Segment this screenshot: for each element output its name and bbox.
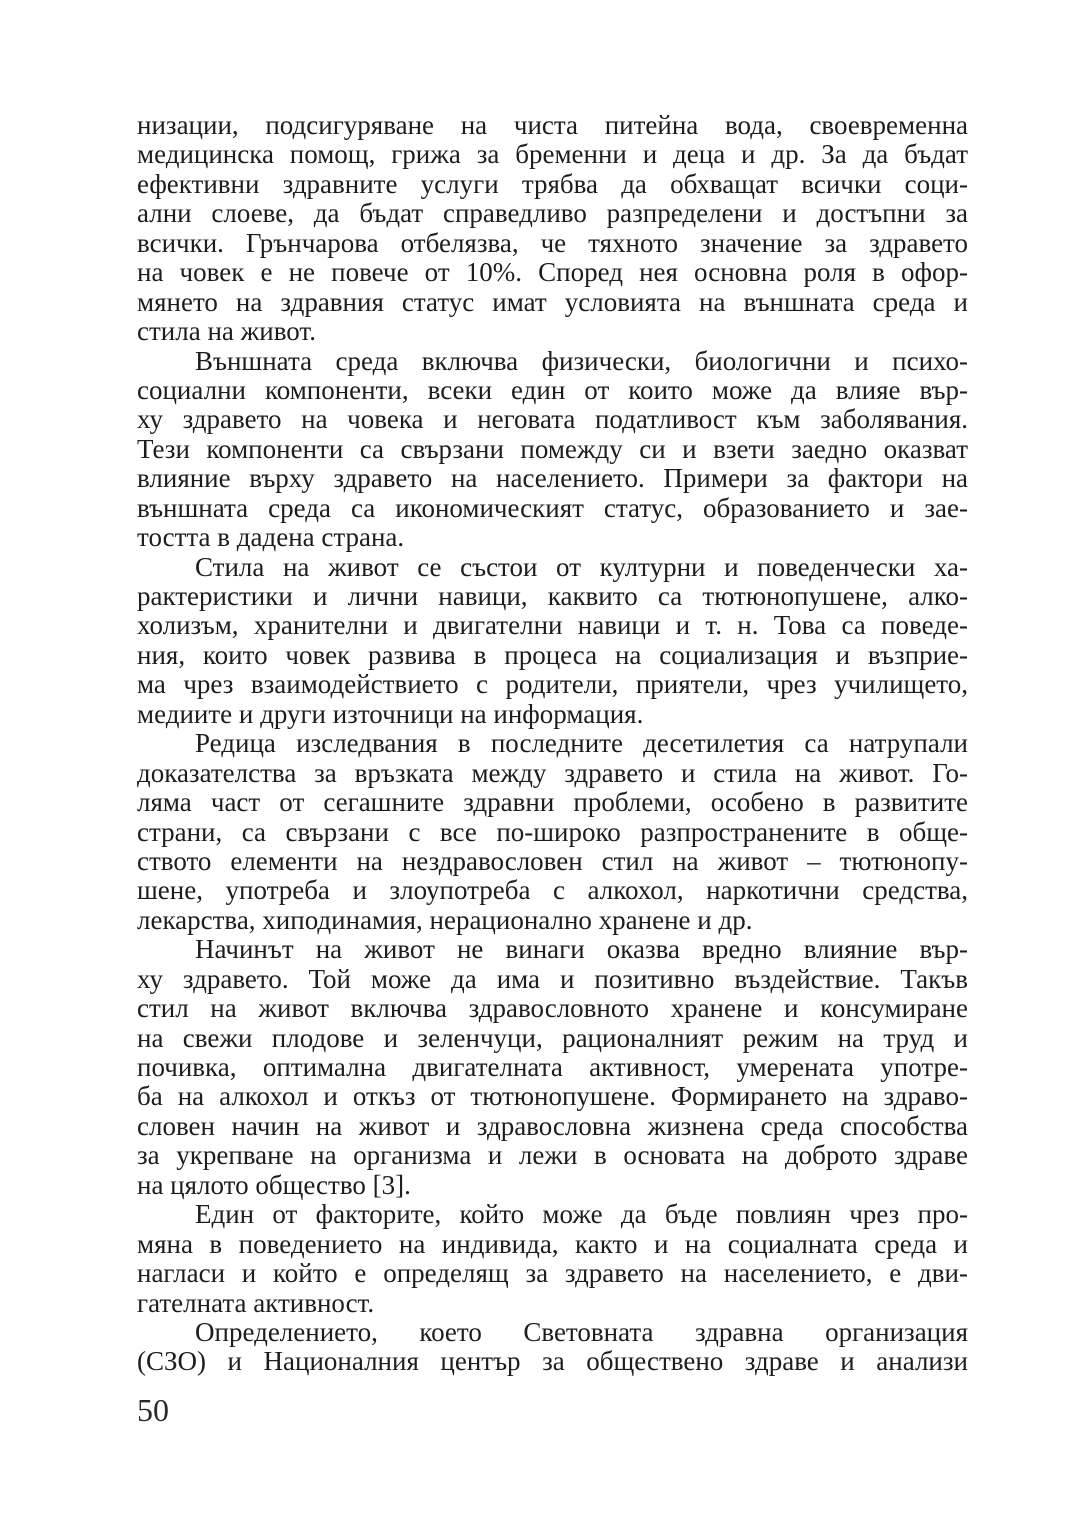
paragraph [137, 1200, 968, 1318]
text-line: на свежи плодове и зеленчуци, рационалният режим на труд и [137, 1023, 968, 1053]
text-line: тостта в дадена страна. [137, 523, 405, 553]
text-line: Стила на живот се състои от културни и поведенчески ха- [195, 552, 968, 582]
text-line: стила на живот. [137, 317, 316, 347]
text-line: Редица изследвания в последните десетилетия са натрупали [195, 729, 968, 759]
text-line: мянето на здравния статус имат условията на външната среда и [137, 287, 968, 317]
text-line: медицинска помощ, грижа за бременни и деца и др. За да бъдат [137, 140, 968, 170]
paragraph [137, 347, 968, 553]
text-line: Определението, което Световната здравна организация [195, 1317, 968, 1347]
text-line: (СЗО) и Националния център за обществено здраве и анализи [137, 1347, 968, 1377]
text-line: всички. Грънчарова отбелязва, че тяхното значение за здравето [137, 228, 968, 258]
text-line: Тези компоненти са свързани помежду си и взети заедно оказват [137, 434, 968, 464]
paragraph [137, 553, 968, 730]
paragraph [137, 729, 968, 935]
text-line: холизъм, хранителни и двигателни навици и т. н. Това са поведе- [137, 611, 968, 641]
text-line: ху здравето. Той може да има и позитивно въздействие. Такъв [137, 964, 968, 994]
text-line: за укрепване на организма и лежи в основата на доброто здраве [137, 1141, 968, 1171]
text-line: ба на алкохол и откъз от тютюнопушене. Формирането на здраво- [137, 1082, 968, 1112]
text-line: ния, които човек развива в процеса на социализация и възприе- [137, 640, 968, 670]
text-line: лекарства, хиподинамия, нерационално хранене и др. [137, 905, 753, 935]
text-line: страни, са свързани с все по-широко разпространените в обще- [137, 817, 968, 847]
text-line: Един от факторите, който може да бъде повлиян чрез про- [195, 1200, 968, 1230]
text-line: на човек е не повече от 10%. Според нея основна роля в офор- [137, 258, 968, 288]
text-line: ма чрез взаимодействието с родители, приятели, чрез училището, [137, 670, 968, 700]
paragraph [137, 111, 968, 347]
text-line: рактеристики и лични навици, каквито са тютюнопушене, алко- [137, 582, 968, 611]
text-line: влияние върху здравето на населението. Примери за фактори на [137, 464, 968, 494]
text-line: словен начин на живот и здравословна жизнена среда способства [137, 1111, 968, 1141]
text-line: Начинът на живот не винаги оказва вредно влияние вър- [195, 935, 968, 965]
text-line: доказателства за връзката между здравето и стила на живот. Го- [137, 758, 968, 788]
text-line: шене, употреба и злоупотреба с алкохол, наркотични средства, [137, 876, 968, 906]
page-number: 50 [137, 1392, 169, 1428]
text-line: медиите и други източници на информация. [137, 699, 644, 729]
text-line: външната среда са икономическият статус, образованието и зае- [137, 493, 968, 523]
text-line: мяна в поведението на индивида, както и на социалната среда и [137, 1229, 968, 1259]
text-line: почивка, оптимална двигателната активност, умерената употре- [137, 1053, 968, 1082]
text-line: стил на живот включва здравословното хранене и консумиране [137, 994, 968, 1024]
text-line: на цялото общество [3]. [137, 1170, 411, 1200]
text-line: ството елементи на нездравословен стил на живот – тютюнопу- [137, 846, 968, 876]
text-line: ляма част от сегашните здравни проблеми, особено в развитите [137, 788, 968, 818]
text-line: Външната среда включва физически, биологични и психо- [195, 346, 968, 376]
text-line: нагласи и който е определящ за здравето на населението, е дви- [137, 1259, 968, 1289]
paragraph [137, 1318, 968, 1377]
paragraph [137, 935, 968, 1200]
page-text [137, 111, 968, 1377]
text-line: социални компоненти, всеки един от които може да влияе вър- [137, 375, 968, 405]
text-line: низации, подсигуряване на чиста питейна вода, своевременна [137, 111, 968, 140]
text-line: ални слоеве, да бъдат справедливо разпределени и достъпни за [137, 199, 968, 229]
text-line: гателната активност. [137, 1288, 375, 1318]
text-line: ефективни здравните услуги трябва да обхващат всички соци- [137, 169, 968, 199]
text-line: ху здравето на човека и неговата податливост към заболявания. [137, 405, 968, 435]
